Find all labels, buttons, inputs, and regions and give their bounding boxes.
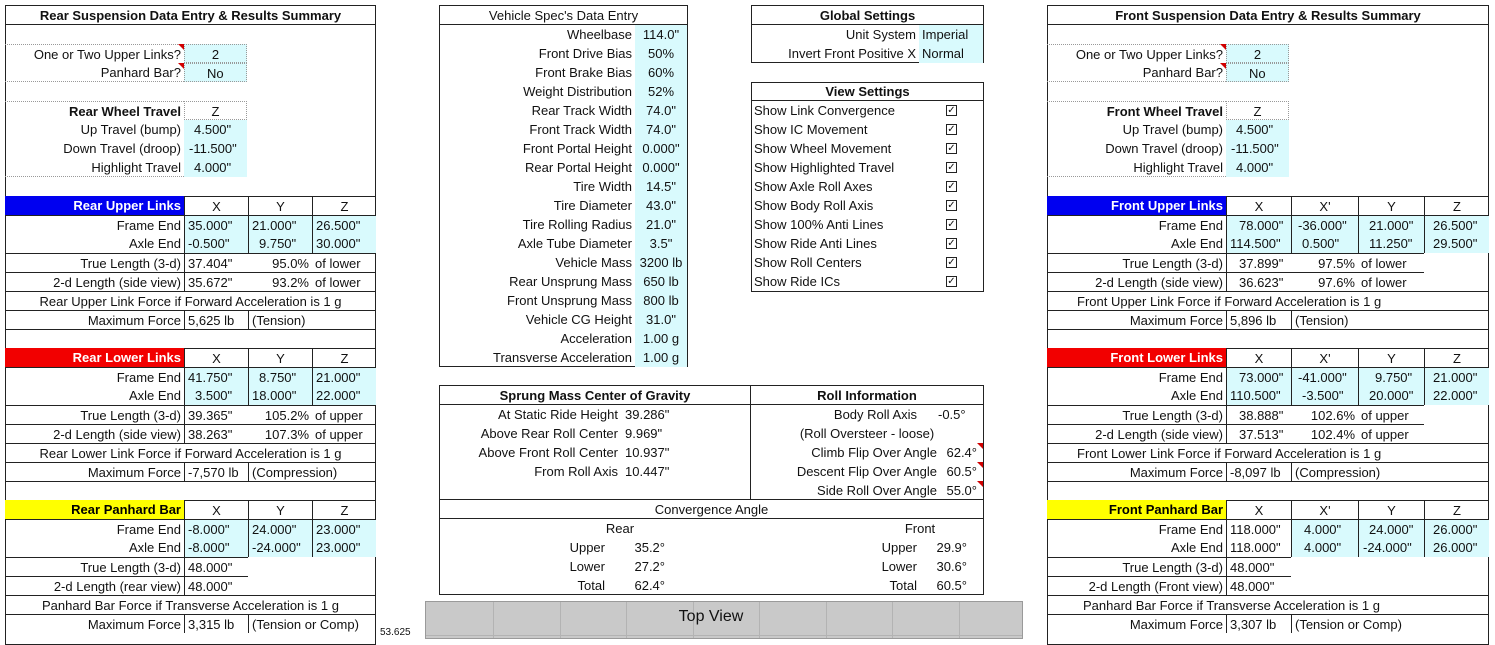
- invert-front-x-label: Invert Front Positive X: [788, 46, 916, 61]
- roll-info-title: Roll Information: [750, 386, 984, 405]
- col-z-header: Z: [1424, 500, 1489, 519]
- view-setting-label: Show 100% Anti Lines: [754, 217, 884, 232]
- cg-title: Sprung Mass Center of Gravity: [439, 386, 751, 405]
- vehicle-spec-label: Transverse Acceleration: [493, 350, 632, 365]
- axle-end-label: Axle End: [1170, 540, 1223, 555]
- vehicle-spec-label: Vehicle Mass: [555, 255, 632, 270]
- top-view-title: Top View: [678, 608, 744, 625]
- side-roll-value: 55.0°: [946, 483, 977, 498]
- divider: [5, 329, 376, 330]
- rear-panhard-frame-z[interactable]: 23.000": [312, 519, 376, 538]
- front-lower-side-length-of: of upper: [1358, 424, 1424, 443]
- rear-up-travel-label: Up Travel (bump): [80, 122, 181, 137]
- rear-lower-frame-y[interactable]: 8.750": [248, 367, 312, 386]
- side-length-label: 2-d Length (side view): [5, 272, 184, 291]
- rear-lower-axle-y[interactable]: 18.000": [248, 386, 312, 405]
- rear-upper-true-length-pct: 95.0%: [248, 253, 312, 272]
- gridline: [959, 602, 960, 639]
- front-panhard-front-view-length: 48.000": [1226, 576, 1291, 595]
- rear-upper-links-header: Rear Upper Links: [5, 196, 184, 215]
- front-upper-links-header: Front Upper Links: [1047, 196, 1226, 215]
- frame-end-label: Frame End: [1047, 367, 1226, 386]
- front-panhard-axle-xprime[interactable]: 4.000": [1291, 538, 1358, 557]
- roll-oversteer-note: (Roll Oversteer - loose): [799, 426, 935, 441]
- rear-upper-side-length-of: of lower: [312, 272, 376, 291]
- conv-rear-total-label: Total: [577, 578, 605, 593]
- vehicle-spec-input[interactable]: 1.00 g: [635, 348, 687, 367]
- view-setting-checkbox[interactable]: ✓: [947, 219, 956, 230]
- climb-flip-value: 62.4°: [946, 445, 977, 460]
- conv-front-upper-value: 29.9°: [936, 540, 967, 555]
- col-y-header: Y: [1358, 348, 1424, 367]
- view-setting-checkbox[interactable]: ✓: [947, 200, 956, 211]
- rear-panel-title: Rear Suspension Data Entry & Results Summary: [5, 6, 376, 25]
- rear-highlight-travel-input[interactable]: 4.000": [184, 158, 247, 177]
- top-view-axis-value: 53.625: [380, 627, 411, 638]
- vehicle-spec-label: Front Portal Height: [522, 141, 632, 156]
- vehicle-spec-input[interactable]: 3200 lb: [635, 253, 687, 272]
- max-force-label: Maximum Force: [5, 462, 184, 481]
- vehicle-spec-label: Acceleration: [560, 331, 632, 346]
- col-xprime-header: X': [1291, 196, 1358, 215]
- front-panhard-frame-y[interactable]: 24.000": [1358, 519, 1424, 538]
- front-up-travel-input[interactable]: 4.500": [1226, 120, 1289, 139]
- vehicle-spec-label: Front Track Width: [529, 122, 632, 137]
- view-setting-checkbox[interactable]: ✓: [947, 276, 956, 287]
- conv-rear-upper-label: Upper: [569, 540, 605, 555]
- front-down-travel-label: Down Travel (droop): [1105, 141, 1223, 156]
- front-lower-frame-z[interactable]: 21.000": [1424, 367, 1489, 386]
- rear-panhard-axle-y[interactable]: -24.000": [248, 538, 312, 557]
- front-upper-side-length: 36.623": [1226, 272, 1291, 291]
- rear-upper-max-force: 5,625 lb: [184, 310, 248, 329]
- vehicle-spec-label: Front Brake Bias: [535, 65, 632, 80]
- front-upper-frame-xprime[interactable]: -36.000": [1291, 215, 1358, 234]
- front-panhard-max-force: 3,307 lb: [1226, 614, 1291, 633]
- comment-marker: [977, 462, 983, 468]
- rear-highlight-travel-label: Highlight Travel: [5, 158, 184, 177]
- unit-system-label: Unit System: [845, 27, 916, 42]
- front-upper-true-length-of: of lower: [1358, 253, 1424, 272]
- conv-front-lower-value: 30.6°: [936, 559, 967, 574]
- rear-lower-true-length: 39.365": [184, 405, 248, 424]
- front-upper-axle-z[interactable]: 29.500": [1424, 234, 1489, 253]
- axle-end-label: Axle End: [1170, 236, 1223, 251]
- vehicle-spec-input[interactable]: 1.00 g: [635, 329, 687, 348]
- frame-end-label: Frame End: [1047, 519, 1226, 538]
- rear-panhard-true-length: 48.000": [184, 557, 248, 576]
- cg-value: 39.286": [625, 407, 670, 422]
- conv-front-upper-label: Upper: [881, 540, 917, 555]
- front-upper-side-length-pct: 97.6%: [1291, 272, 1358, 291]
- vehicle-spec-input[interactable]: 3.5": [635, 234, 687, 253]
- rear-lower-side-length-of: of upper: [312, 424, 376, 443]
- front-panhard-axle-y[interactable]: -24.000": [1358, 538, 1424, 557]
- front-upper-frame-z[interactable]: 26.500": [1424, 215, 1489, 234]
- rear-upper-force-caption: Rear Upper Link Force if Forward Acceleration is 1 g: [5, 291, 376, 310]
- front-panhard-question: Panhard Bar?: [1047, 63, 1226, 82]
- vehicle-spec-label: Vehicle CG Height: [525, 312, 632, 327]
- front-lower-side-length: 37.513": [1226, 424, 1291, 443]
- cg-value: 10.937": [625, 445, 670, 460]
- rear-upper-axle-x[interactable]: -0.500": [184, 234, 248, 253]
- front-upper-axle-xprime[interactable]: 0.500": [1291, 234, 1358, 253]
- unit-system-select[interactable]: Imperial: [919, 25, 983, 44]
- front-upper-max-force-note: (Tension): [1291, 310, 1489, 329]
- convergence-title: Convergence Angle: [439, 500, 984, 519]
- rear-panhard-force-caption: Panhard Bar Force if Transverse Acceleration is 1 g: [5, 595, 376, 614]
- front-lower-axle-y[interactable]: 20.000": [1358, 386, 1424, 405]
- rear-upper-frame-z[interactable]: 26.500": [312, 215, 376, 234]
- front-upper-links-input[interactable]: 2: [1226, 44, 1289, 63]
- vehicle-spec-label: Tire Rolling Radius: [522, 217, 632, 232]
- front-upper-true-length-pct: 97.5%: [1291, 253, 1358, 272]
- front-upper-force-caption: Front Upper Link Force if Forward Acceleration is 1 g: [1047, 291, 1489, 310]
- rear-down-travel-label: Down Travel (droop): [63, 141, 181, 156]
- view-setting-checkbox[interactable]: ✓: [947, 105, 956, 116]
- front-lower-frame-xprime[interactable]: -41.000": [1291, 367, 1358, 386]
- rear-upper-max-force-note: (Tension): [248, 310, 376, 329]
- col-xprime-header: X': [1291, 500, 1358, 519]
- vehicle-spec-input[interactable]: 21.0": [635, 215, 687, 234]
- conv-rear-header: Rear: [605, 521, 635, 536]
- cg-value: 9.969": [625, 426, 663, 441]
- col-y-header: Y: [1358, 500, 1424, 519]
- rear-upper-frame-x[interactable]: 35.000": [184, 215, 248, 234]
- vehicle-spec-input[interactable]: 31.0": [635, 310, 687, 329]
- cg-label: Above Rear Roll Center: [480, 426, 618, 441]
- rear-lower-true-length-pct: 105.2%: [248, 405, 312, 424]
- side-length-label: 2-d Length (side view): [5, 424, 184, 443]
- view-setting-checkbox[interactable]: ✓: [947, 181, 956, 192]
- comment-marker: [178, 63, 184, 69]
- cg-label: Above Front Roll Center: [478, 445, 618, 460]
- invert-front-x-select[interactable]: Normal: [919, 44, 983, 63]
- rear-panhard-axle-z[interactable]: 23.000": [312, 538, 376, 557]
- frame-end-label: Frame End: [5, 367, 184, 386]
- rear-upper-links-input[interactable]: 2: [184, 44, 247, 63]
- vehicle-spec-label: Wheelbase: [566, 27, 632, 42]
- true-length-label: True Length (3-d): [5, 253, 184, 272]
- front-upper-frame-x[interactable]: 78.000": [1226, 215, 1291, 234]
- frame-end-label: Frame End: [5, 215, 184, 234]
- max-force-label: Maximum Force: [1047, 310, 1226, 329]
- front-view-length-label: 2-d Length (Front view): [1047, 576, 1226, 595]
- front-panhard-axle-x: 118.000": [1226, 538, 1291, 557]
- front-lower-force-caption: Front Lower Link Force if Forward Acceleration is 1 g: [1047, 443, 1489, 462]
- vehicle-spec-label: Axle Tube Diameter: [517, 236, 632, 251]
- view-setting-label: Show Body Roll Axis: [754, 198, 874, 213]
- view-setting-label: Show Link Convergence: [754, 103, 895, 118]
- front-lower-true-length-of: of upper: [1358, 405, 1424, 424]
- max-force-label: Maximum Force: [5, 614, 184, 633]
- col-xprime-header: X': [1291, 348, 1358, 367]
- col-x-header: X: [1226, 196, 1291, 215]
- col-y-header: Y: [1358, 196, 1424, 215]
- view-setting-label: Show Wheel Movement: [754, 141, 892, 156]
- conv-rear-lower-label: Lower: [569, 559, 605, 574]
- view-setting-label: Show Roll Centers: [754, 255, 862, 270]
- vehicle-spec-input[interactable]: 50%: [635, 44, 687, 63]
- front-panhard-header: Front Panhard Bar: [1047, 500, 1226, 519]
- front-highlight-travel-input[interactable]: 4.000": [1226, 158, 1289, 177]
- view-setting-label: Show Ride ICs: [754, 274, 840, 289]
- rear-lower-links-header: Rear Lower Links: [5, 348, 184, 367]
- conv-rear-total-value: 62.4°: [634, 578, 665, 593]
- vehicle-spec-input[interactable]: 74.0": [635, 120, 687, 139]
- rear-panhard-max-force: 3,315 lb: [184, 614, 248, 633]
- front-panhard-frame-xprime[interactable]: 4.000": [1291, 519, 1358, 538]
- col-y-header: Y: [248, 196, 312, 215]
- col-z-header: Z: [312, 500, 376, 519]
- max-force-label: Maximum Force: [5, 310, 184, 329]
- vehicle-spec-label: Rear Unsprung Mass: [509, 274, 632, 289]
- comment-marker: [178, 44, 184, 50]
- comment-marker: [1220, 44, 1226, 50]
- vehicle-spec-input[interactable]: 0.000": [635, 139, 687, 158]
- rear-lower-frame-z[interactable]: 21.000": [312, 367, 376, 386]
- frame-end-label: Frame End: [1047, 215, 1226, 234]
- side-roll-label: Side Roll Over Angle: [817, 483, 937, 498]
- front-panhard-frame-x: 118.000": [1226, 519, 1291, 538]
- global-settings-title: Global Settings: [751, 6, 984, 25]
- side-length-label: 2-d Length (side view): [1047, 424, 1226, 443]
- rear-upper-frame-y[interactable]: 21.000": [248, 215, 312, 234]
- front-wheel-travel-header: Front Wheel Travel: [1047, 101, 1226, 120]
- rear-lower-frame-x[interactable]: 41.750": [184, 367, 248, 386]
- rear-upper-axle-z[interactable]: 30.000": [312, 234, 376, 253]
- true-length-label: True Length (3-d): [5, 405, 184, 424]
- view-setting-checkbox[interactable]: ✓: [947, 162, 956, 173]
- vehicle-spec-input[interactable]: 60%: [635, 63, 687, 82]
- body-roll-axis-label: Body Roll Axis: [833, 407, 917, 422]
- comment-marker: [1220, 63, 1226, 69]
- col-z-header: Z: [312, 196, 376, 215]
- vehicle-spec-label: Rear Portal Height: [525, 160, 632, 175]
- view-setting-checkbox[interactable]: ✓: [947, 124, 956, 135]
- cg-label: From Roll Axis: [534, 464, 618, 479]
- gridline: [560, 602, 561, 639]
- rear-upper-axle-y[interactable]: 9.750": [248, 234, 312, 253]
- axle-end-label: Axle End: [128, 540, 181, 555]
- front-panhard-force-caption: Panhard Bar Force if Transverse Acceleration is 1 g: [1047, 595, 1489, 614]
- descent-flip-value: 60.5°: [946, 464, 977, 479]
- rear-upper-links-question: One or Two Upper Links?: [5, 44, 184, 63]
- front-lower-true-length: 38.888": [1226, 405, 1291, 424]
- view-setting-label: Show Highlighted Travel: [754, 160, 895, 175]
- conv-front-header: Front: [904, 521, 936, 536]
- view-setting-checkbox[interactable]: ✓: [947, 238, 956, 249]
- conv-front-total-label: Total: [889, 578, 917, 593]
- vehicle-spec-label: Front Drive Bias: [538, 46, 632, 61]
- rear-lower-side-length-pct: 107.3%: [248, 424, 312, 443]
- body-roll-axis-value: -0.5°: [938, 407, 966, 422]
- gridline: [892, 602, 893, 639]
- rear-down-travel-input[interactable]: -11.500": [184, 139, 247, 158]
- front-panhard-frame-z[interactable]: 26.000": [1424, 519, 1489, 538]
- front-up-travel-label: Up Travel (bump): [1122, 122, 1223, 137]
- front-upper-axle-x[interactable]: 114.500": [1226, 234, 1291, 253]
- vehicle-spec-input[interactable]: 0.000": [635, 158, 687, 177]
- front-lower-max-force-note: (Compression): [1291, 462, 1489, 481]
- view-settings-title: View Settings: [751, 82, 984, 101]
- rear-lower-max-force-note: (Compression): [248, 462, 376, 481]
- max-force-label: Maximum Force: [1047, 614, 1226, 633]
- front-lower-frame-y[interactable]: 9.750": [1358, 367, 1424, 386]
- rear-panhard-frame-x[interactable]: -8.000": [184, 519, 248, 538]
- front-panhard-input[interactable]: No: [1226, 63, 1289, 82]
- vehicle-spec-input[interactable]: 800 lb: [635, 291, 687, 310]
- side-length-label: 2-d Length (side view): [1047, 272, 1226, 291]
- vehicle-spec-label: Front Unsprung Mass: [507, 293, 632, 308]
- rear-panhard-axle-x[interactable]: -8.000": [184, 538, 248, 557]
- true-length-label: True Length (3-d): [1047, 405, 1226, 424]
- view-setting-label: Show Ride Anti Lines: [754, 236, 877, 251]
- divider: [5, 481, 376, 482]
- front-panel-title: Front Suspension Data Entry & Results Summary: [1047, 6, 1489, 25]
- rear-wheel-travel-header: Rear Wheel Travel: [5, 101, 184, 120]
- view-setting-checkbox[interactable]: ✓: [947, 257, 956, 268]
- front-lower-axle-x[interactable]: 110.500": [1226, 386, 1291, 405]
- rear-travel-z-header: Z: [184, 101, 247, 120]
- top-view-chart[interactable]: [425, 601, 1023, 639]
- axle-end-label: Axle End: [1170, 388, 1223, 403]
- axle-end-label: Axle End: [128, 236, 181, 251]
- rear-panhard-max-force-note: (Tension or Comp): [248, 614, 376, 633]
- front-lower-axle-xprime[interactable]: -3.500": [1291, 386, 1358, 405]
- vehicle-spec-input[interactable]: 74.0": [635, 101, 687, 120]
- cg-value: 10.447": [625, 464, 670, 479]
- true-length-label: True Length (3-d): [1047, 253, 1226, 272]
- front-upper-true-length: 37.899": [1226, 253, 1291, 272]
- front-upper-links-question: One or Two Upper Links?: [1047, 44, 1226, 63]
- rear-panhard-frame-y[interactable]: 24.000": [248, 519, 312, 538]
- front-highlight-travel-label: Highlight Travel: [1047, 158, 1226, 177]
- view-setting-label: Show IC Movement: [754, 122, 868, 137]
- vehicle-spec-label: Weight Distribution: [523, 84, 632, 99]
- divider: [1047, 329, 1489, 330]
- vehicle-spec-input[interactable]: 43.0": [635, 196, 687, 215]
- true-length-label: True Length (3-d): [5, 557, 184, 576]
- rear-upper-true-length-of: of lower: [312, 253, 376, 272]
- vehicle-spec-input[interactable]: 14.5": [635, 177, 687, 196]
- conv-front-lower-label: Lower: [881, 559, 917, 574]
- front-panhard-true-length: 48.000": [1226, 557, 1291, 576]
- front-upper-frame-y[interactable]: 21.000": [1358, 215, 1424, 234]
- rear-lower-max-force: -7,570 lb: [184, 462, 248, 481]
- rear-up-travel-input[interactable]: 4.500": [184, 120, 247, 139]
- col-z-header: Z: [1424, 348, 1489, 367]
- rear-panhard-question: Panhard Bar?: [5, 63, 184, 82]
- vehicle-spec-input[interactable]: 650 lb: [635, 272, 687, 291]
- climb-flip-label: Climb Flip Over Angle: [811, 445, 937, 460]
- max-force-label: Maximum Force: [1047, 462, 1226, 481]
- view-setting-label: Show Axle Roll Axes: [754, 179, 873, 194]
- rear-lower-force-caption: Rear Lower Link Force if Forward Acceleration is 1 g: [5, 443, 376, 462]
- rear-lower-axle-x[interactable]: 3.500": [184, 386, 248, 405]
- front-lower-side-length-pct: 102.4%: [1291, 424, 1358, 443]
- rear-lower-true-length-of: of upper: [312, 405, 376, 424]
- rear-upper-true-length: 37.404": [184, 253, 248, 272]
- conv-front-total-value: 60.5°: [936, 578, 967, 593]
- vehicle-specs-title: Vehicle Spec's Data Entry: [439, 6, 688, 25]
- rear-lower-side-length: 38.263": [184, 424, 248, 443]
- cg-label: At Static Ride Height: [498, 407, 618, 422]
- col-x-header: X: [1226, 500, 1291, 519]
- col-y-header: Y: [248, 348, 312, 367]
- comment-marker: [977, 481, 983, 487]
- vehicle-spec-label: Rear Track Width: [531, 103, 632, 118]
- conv-rear-lower-value: 27.2°: [634, 559, 665, 574]
- front-lower-axle-z[interactable]: 22.000": [1424, 386, 1489, 405]
- front-upper-axle-y[interactable]: 11.250": [1358, 234, 1424, 253]
- view-setting-checkbox[interactable]: ✓: [947, 143, 956, 154]
- frame-end-label: Frame End: [5, 519, 184, 538]
- front-upper-max-force: 5,896 lb: [1226, 310, 1291, 329]
- gridline: [493, 602, 494, 639]
- col-x-header: X: [1226, 348, 1291, 367]
- descent-flip-label: Descent Flip Over Angle: [796, 464, 937, 479]
- rear-panhard-rear-view-length: 48.000": [184, 576, 248, 595]
- front-travel-z-header: Z: [1226, 101, 1289, 120]
- rear-upper-side-length-pct: 93.2%: [248, 272, 312, 291]
- divider: [1047, 481, 1489, 482]
- front-panhard-axle-z[interactable]: 26.000": [1424, 538, 1489, 557]
- vehicle-spec-label: Tire Width: [573, 179, 632, 194]
- col-y-header: Y: [248, 500, 312, 519]
- comment-marker: [977, 443, 983, 449]
- gridline: [426, 635, 1023, 636]
- true-length-label: True Length (3-d): [1047, 557, 1226, 576]
- col-z-header: Z: [1424, 196, 1489, 215]
- front-panhard-max-force-note: (Tension or Comp): [1291, 614, 1489, 633]
- front-lower-frame-x[interactable]: 73.000": [1226, 367, 1291, 386]
- rear-upper-side-length: 35.672": [184, 272, 248, 291]
- vehicle-spec-label: Tire Diameter: [553, 198, 632, 213]
- axle-end-label: Axle End: [128, 388, 181, 403]
- rear-view-length-label: 2-d Length (rear view): [5, 576, 184, 595]
- conv-rear-upper-value: 35.2°: [634, 540, 665, 555]
- rear-panhard-header: Rear Panhard Bar: [5, 500, 184, 519]
- gridline: [826, 602, 827, 639]
- front-upper-side-length-of: of lower: [1358, 272, 1424, 291]
- col-z-header: Z: [312, 348, 376, 367]
- front-lower-true-length-pct: 102.6%: [1291, 405, 1358, 424]
- col-x-header: X: [184, 500, 248, 519]
- col-x-header: X: [184, 348, 248, 367]
- vehicle-spec-input[interactable]: 114.0": [635, 25, 687, 44]
- rear-lower-axle-z[interactable]: 22.000": [312, 386, 376, 405]
- front-lower-max-force: -8,097 lb: [1226, 462, 1291, 481]
- front-down-travel-input[interactable]: -11.500": [1226, 139, 1289, 158]
- front-lower-links-header: Front Lower Links: [1047, 348, 1226, 367]
- vehicle-spec-input[interactable]: 52%: [635, 82, 687, 101]
- col-x-header: X: [184, 196, 248, 215]
- rear-panhard-input[interactable]: No: [184, 63, 247, 82]
